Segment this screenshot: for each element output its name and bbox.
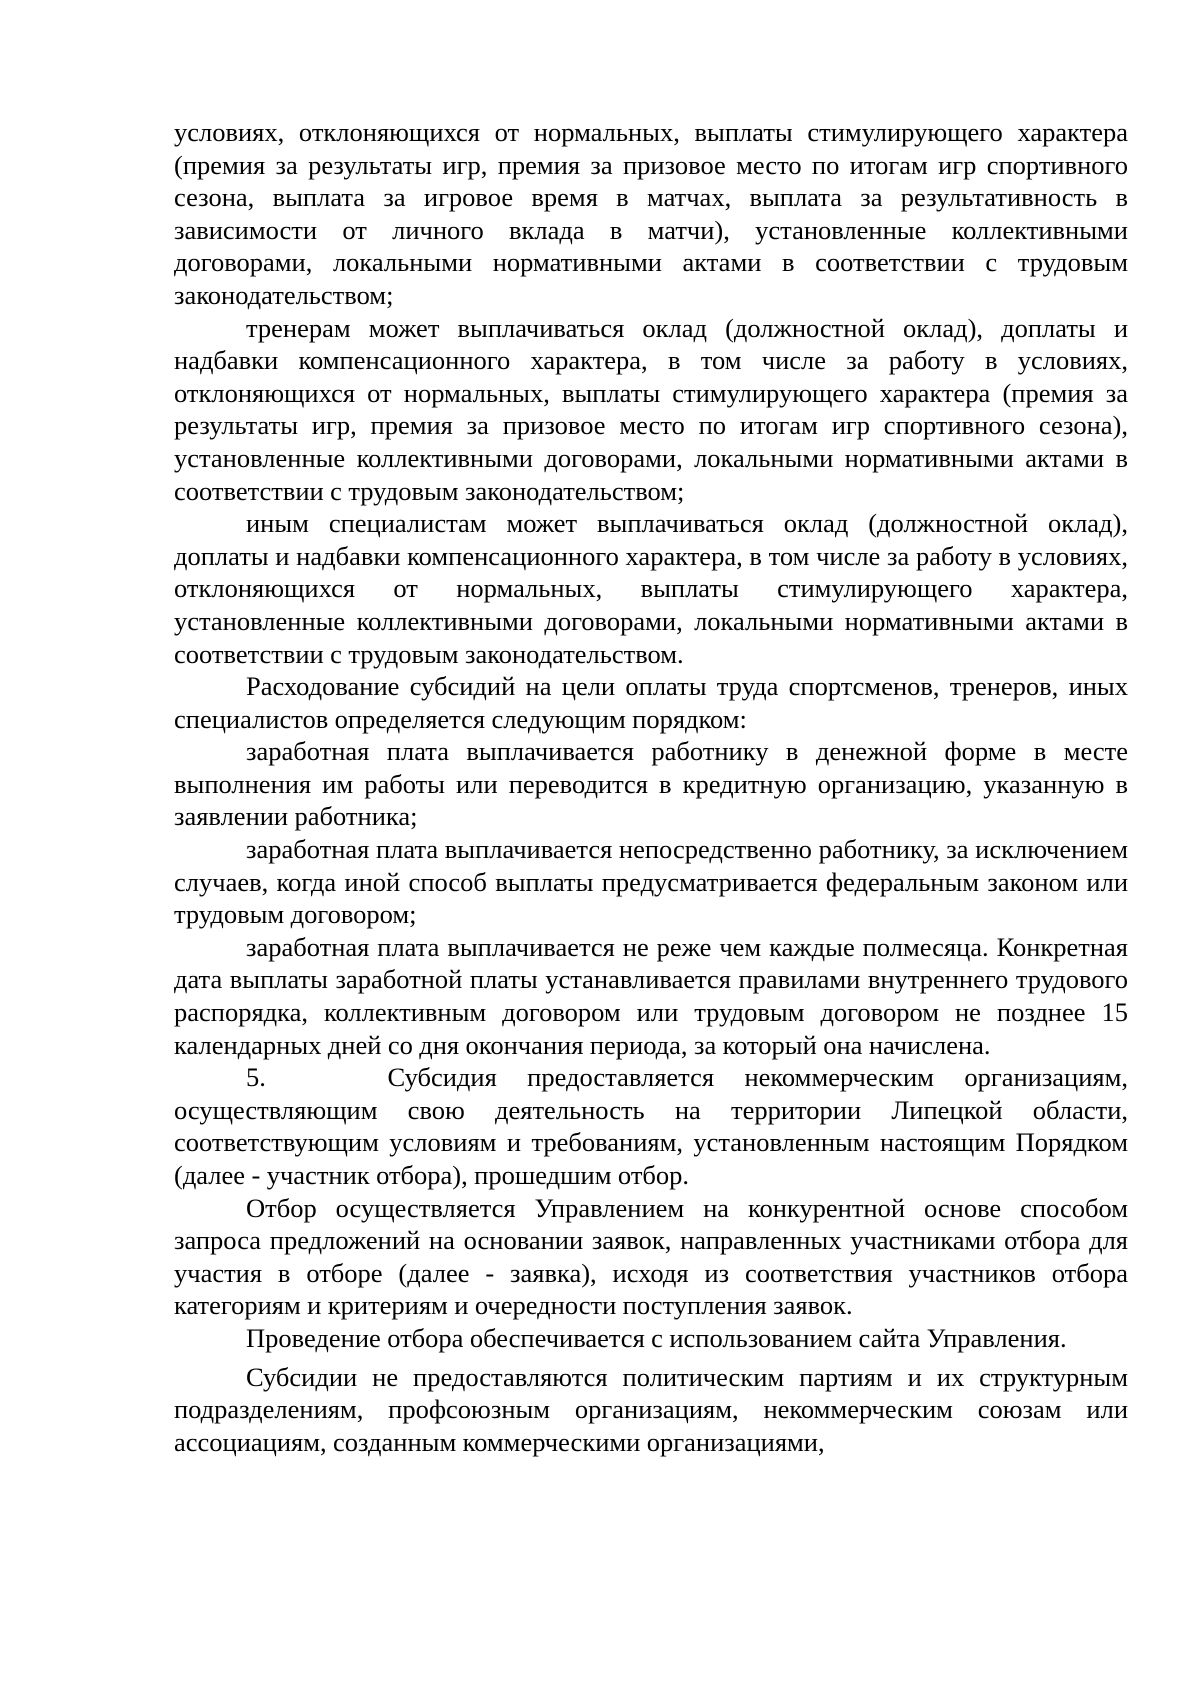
paragraph-salary-payment-place: заработная плата выплачивается работнику в денежной форме в месте выполнения им работы или переводится в кредитную организацию, указанную в заявлении работника; (174, 736, 1128, 832)
paragraph-salary-frequency: заработная плата выплачивается не реже чем каждые полмесяца. Конкретная дата выплаты заработной платы устанавливается правилами внутреннего трудового распорядка, коллективным договором или трудовым договором не позднее 15 календарных дней со дня окончания периода, за который она начислена. (174, 931, 1128, 1060)
document-body (174, 116, 1128, 1458)
paragraph-selection-procedure: Отбор осуществляется Управлением на конкурентной основе способом запроса предложений на основании заявок, направленных участниками отбора для участия в отборе (далее - заявка), исходя из соответствия участников отбора категориям и критериям и очередности поступления заявок. (174, 1192, 1128, 1321)
paragraph-athletes-pay-continued: условиях, отклоняющихся от нормальных, выплаты стимулирующего характера (премия за результаты игр, премия за призовое место по итогам игр спортивного сезона, выплата за игровое время в матчах, выплата за результативность в зависимости от личного вклада в матчи), установленные коллективными договорами, локальными нормативными актами в соответствии с трудовым законодательством; (174, 117, 1128, 310)
paragraph-selection-website: Проведение отбора обеспечивается с использованием сайта Управления. (246, 1322, 1067, 1353)
paragraph-subsidy-spending-order: Расходование субсидий на цели оплаты труда спортсменов, тренеров, иных специалистов определяется следующим порядком: (174, 671, 1128, 734)
paragraph-salary-paid-directly: заработная плата выплачивается непосредственно работнику, за исключением случаев, когда иной способ выплаты предусматривается федеральным законом или трудовым договором; (174, 834, 1128, 930)
paragraph-coaches-pay: тренерам может выплачиваться оклад (должностной оклад), доплаты и надбавки компенсационного характера, в том числе за работу в условиях, отклоняющихся от нормальных, выплаты стимулирующего характера (премия за результаты игр, премия за призовое место по итогам игр спортивного сезона), установленные коллективными договорами, локальными нормативными актами в соответствии с трудовым законодательством; (174, 312, 1128, 506)
paragraph-other-specialists-pay: иным специалистам может выплачиваться оклад (должностной оклад), доплаты и надбавки компенсационного характера, в том числе за работу в условиях, отклоняющихся от нормальных, выплаты стимулирующего характера, установленные коллективными договорами, локальными нормативными актами в соответствии с трудовым законодательством. (174, 508, 1128, 669)
paragraph-item-5-subsidy-recipients: 5. Субсидия предоставляется некоммерческим организациям, осуществляющим свою деятельность на территории Липецкой области, соответствующим условиям и требованиям, установленным настоящим Порядком (далее - участник отбора), прошедшим отбор. (174, 1062, 1128, 1190)
paragraph-subsidy-exclusions: Субсидии не предоставляются политическим партиям и их структурным подразделениям, профсоюзным организациям, некоммерческим союзам или ассоциациям, созданным коммерческими организациями, (174, 1361, 1128, 1457)
